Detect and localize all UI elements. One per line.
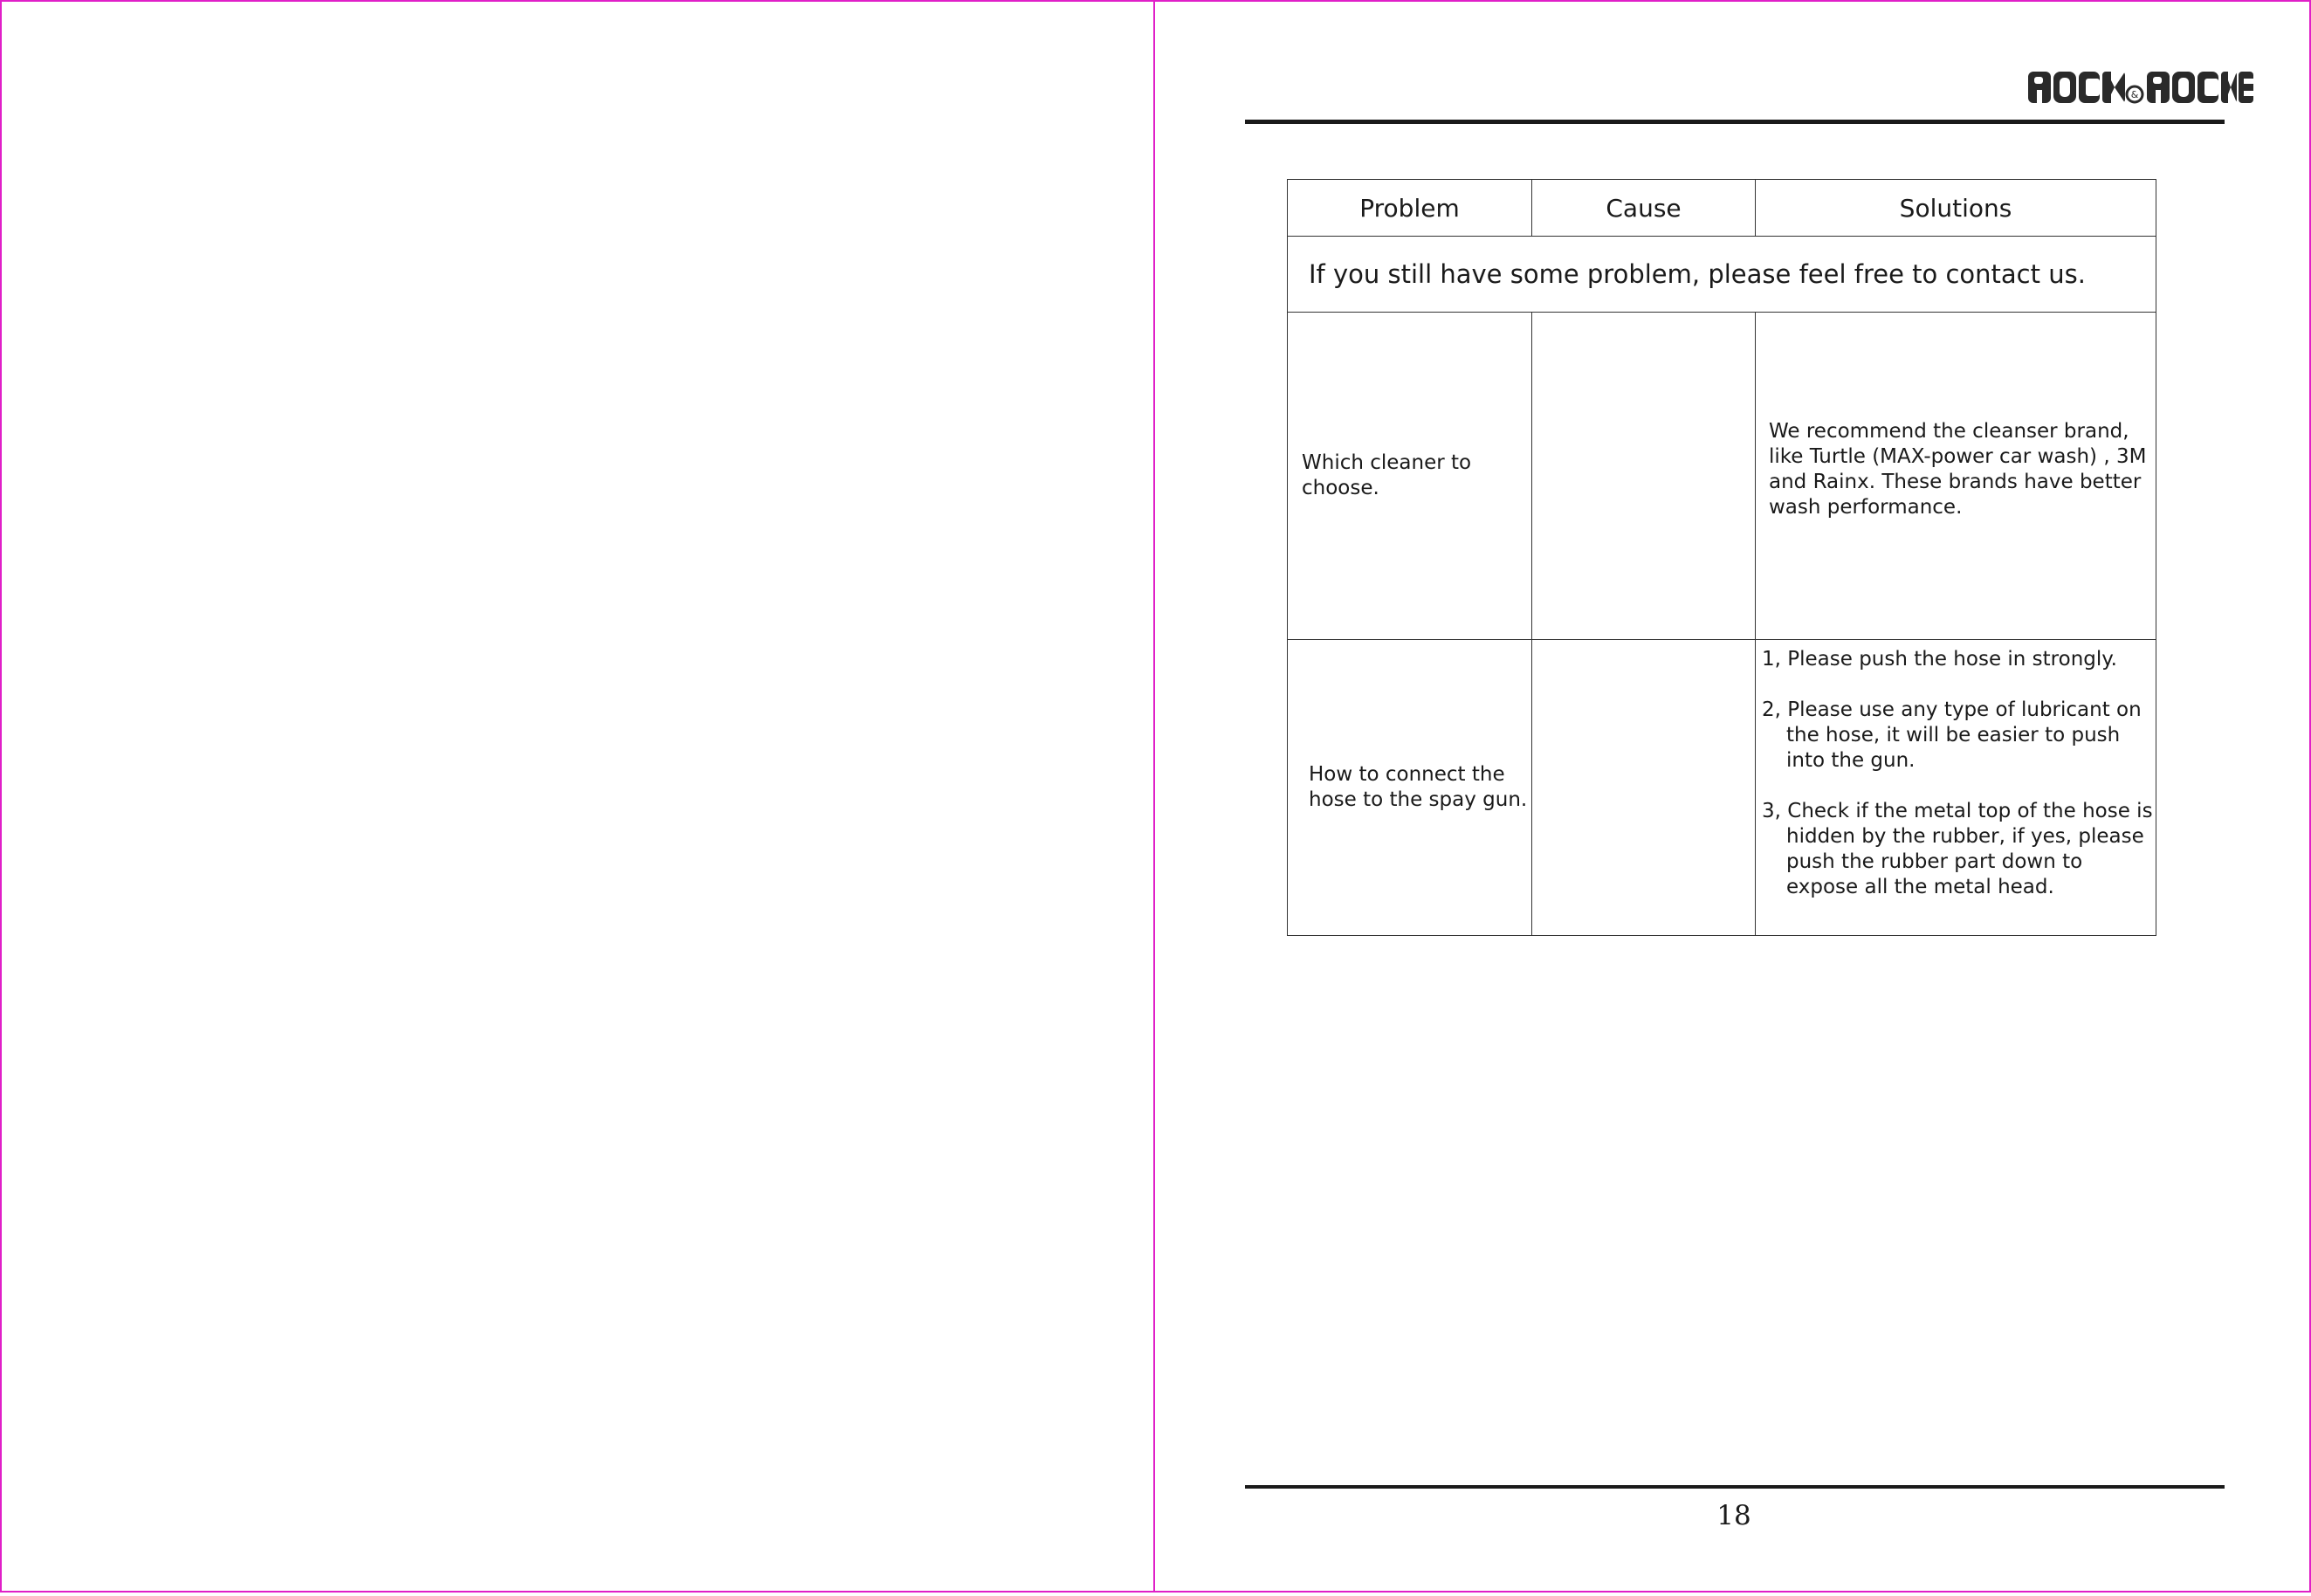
header-cause: Cause (1532, 180, 1756, 237)
left-page-blank (0, 0, 1155, 1593)
cause-cell (1532, 640, 1756, 936)
solution-step: 2, Please use any type of lubricant on the hose, it will be easier to push into the gun. (1762, 698, 2142, 772)
table-row (1288, 640, 2156, 936)
svg-text:&: & (2130, 89, 2139, 100)
cause-cell (1532, 313, 1756, 640)
header-problem: Problem (1288, 180, 1532, 237)
table-row (1288, 313, 2156, 640)
brand-logo (2028, 68, 2253, 107)
troubleshooting-table (1287, 179, 2156, 936)
solution-step: 3, Check if the metal top of the hose is hidden by the rubber, if yes, please push the rubber part down to expose all the metal head. (1762, 800, 2153, 898)
problem-cell: Which cleaner to choose. (1288, 313, 1532, 640)
header-divider (1245, 120, 2225, 124)
problem-cell: How to connect the hose to the spay gun. (1288, 640, 1532, 936)
header-solutions: Solutions (1756, 180, 2156, 237)
solution-step: 1, Please push the hose in strongly. (1762, 648, 2117, 671)
solution-cell (1756, 640, 2156, 936)
contact-notice: If you still have some problem, please feel free to contact us. (1288, 237, 2156, 313)
footer-divider (1245, 1485, 2225, 1489)
page-number: 18 (1716, 1500, 1751, 1531)
right-page (1153, 0, 2311, 1593)
solution-cell: We recommend the cleanser brand, like Turtle (MAX-power car wash) , 3M and Rainx. These brands have better wash performance. (1756, 313, 2156, 640)
table-header-row (1288, 180, 2156, 237)
contact-notice-row (1288, 237, 2156, 313)
brand-logo-icon (2028, 68, 2253, 107)
